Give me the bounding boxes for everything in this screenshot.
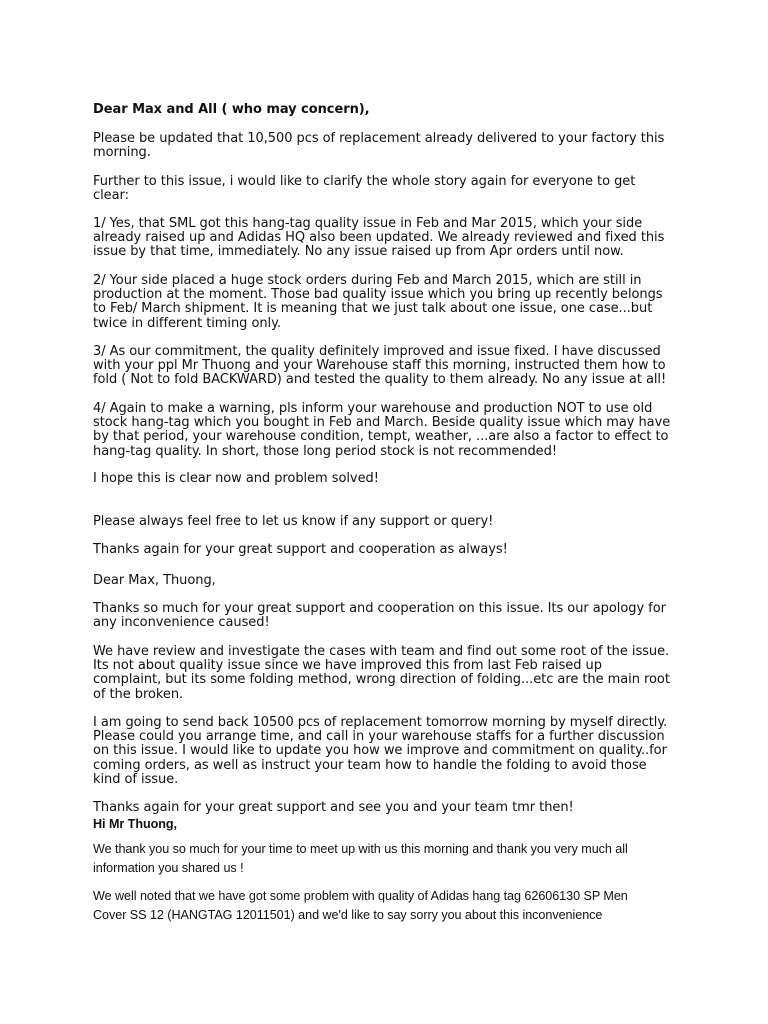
email1-greeting: Dear Max and All ( who may concern), <box>93 102 370 117</box>
email2-paragraph-4: Thanks again for your great support and see you and your team tmr then! <box>93 800 574 815</box>
email1-paragraph-2: Further to this issue, i would like to clarify the whole story again for everyone to get clear: <box>93 174 636 204</box>
email2-paragraph-3: I am going to send back 10500 pcs of replacement tomorrow morning by myself directly. Please could you arrange time, and call in your warehouse staffs for a further discussion on this issue. I would like to update you how we improve and commitment on quality..for coming orders, as well as instruct your team how to handle the folding to avoid those kind of issue. <box>93 715 668 787</box>
email2-greeting: Dear Max, Thuong, <box>93 573 216 588</box>
email1-paragraph-4: 2/ Your side placed a huge stock orders during Feb and March 2015, which are still in production at the moment. Those bad quality issue which you bring up recently belongs to Feb/ March shipment. It is meaning that we just talk about one issue, one case...but twice in different timing only. <box>93 273 663 331</box>
email1-paragraph-7: I hope this is clear now and problem solved! <box>93 471 379 486</box>
email1-paragraph-3: 1/ Yes, that SML got this hang-tag quality issue in Feb and Mar 2015, which your side already raised up and Adidas HQ also been updated. We already reviewed and fixed this issue by that time, immediately. No any issue raised up from Apr orders until now. <box>93 216 665 260</box>
email1-paragraph-5: 3/ As our commitment, the quality definitely improved and issue fixed. I have discussed with your ppl Mr Thuong and your Warehouse staff this morning, instructed them how to fold ( Not to fold BACKWARD) and tested the quality to them already. No any issue at all! <box>93 344 667 388</box>
email3-paragraph-1: We thank you so much for your time to meet up with us this morning and thank you very much all information you shared us ! <box>93 842 628 875</box>
email1-paragraph-6: 4/ Again to make a warning, pls inform your warehouse and production NOT to use old stock hang-tag which you bought in Feb and March. Beside quality issue which may have by that period, your warehouse condition, tempt, weather, ...are also a factor to effect to hang-tag quality. In short, those long period stock is not recommended! <box>93 401 671 459</box>
email2-paragraph-2: We have review and investigate the cases with team and find out some root of the issue. Its not about quality issue since we have improved this from last Feb raised up complaint, but its some folding method, wrong direction of folding...etc are the main root of the broken. <box>93 644 670 702</box>
email1-paragraph-9: Thanks again for your great support and cooperation as always! <box>93 542 508 557</box>
email3-greeting: Hi Mr Thuong, <box>93 817 177 831</box>
email2-paragraph-1: Thanks so much for your great support and cooperation on this issue. Its our apology for any inconvenience caused! <box>93 601 666 631</box>
email1-paragraph-1: Please be updated that 10,500 pcs of replacement already delivered to your factory this morning. <box>93 131 665 161</box>
email1-paragraph-8: Please always feel free to let us know if any support or query! <box>93 514 494 529</box>
email3-paragraph-2: We well noted that we have got some problem with quality of Adidas hang tag 62606130 SP Men Cover SS 12 (HANGTAG 12011501) and we'd like to say sorry you about this inconvenience <box>93 889 628 922</box>
